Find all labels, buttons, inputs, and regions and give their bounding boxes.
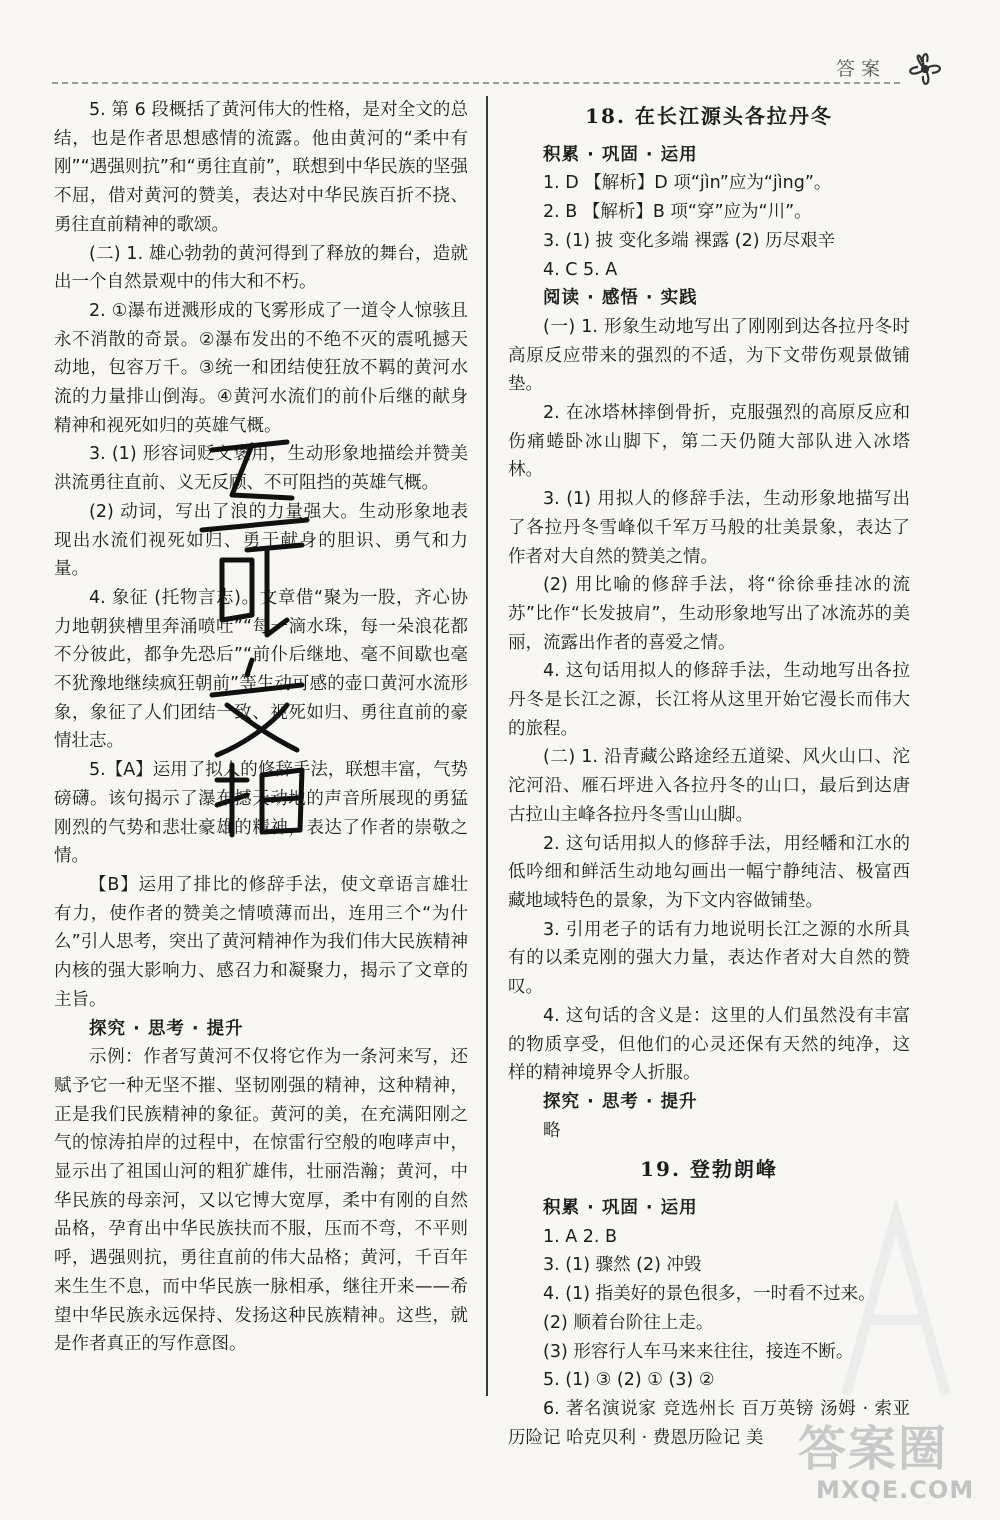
watermark-logo: 答案圈 <box>798 1421 949 1477</box>
answer-paragraph: 【B】运用了排比的修辞手法，使文章语言雄壮有力，使作者的赞美之情喷薄而出，连用三个“为什么”引人思考，突出了黄河精神作为我们伟大民族精神内核的强大影响力、感召力和凝聚力，揭示了文章的主旨。 <box>54 874 468 1010</box>
answer-paragraph: 2. 这句话用拟人的修辞手法，用经幡和江水的低吟细和鲜活生动地勾画出一幅宁静纯洁、极富西藏地域特色的景象，为下文内容做铺垫。 <box>508 833 910 911</box>
answer-paragraph: 略 <box>543 1120 561 1141</box>
answer-paragraph: 4. 这句话的含义是：这里的人们虽然没有丰富的物质享受，但他们的心灵还保有天然的纯净，这样的精神境界令人折服。 <box>508 1005 910 1084</box>
answer-paragraph: (2) 用比喻的修辞手法，将“徐徐垂挂冰的流苏”比作“长发披肩”，生动形象地写出了冰流苏的美丽，流露出作者的喜爱之情。 <box>508 575 910 653</box>
answer-paragraph: 示例：作者写黄河不仅将它作为一条河来写，还赋予它一种无坚不摧、坚韧刚强的精神，这种精神，正是我们民族精神的象征。黄河的美，在充满阳刚之气的惊涛拍岸的过程中，在惊雷行空般的咆哮声中，显示出了祖国山河的粗犷雄伟，壮丽浩瀚；黄河，中华民族的母亲河，又以它博大宽厚，柔中有刚的自然品格，孕育出中华民族扶而不服，压而不弯，不平则呼，遇强则抗，勇往直前的伟大品格；黄河，千百年来生生不息，而中华民族一脉相承，继往开来——希望中华民族永远保持、发扬这种民族精神。这些，就是作者真正的写作意图。 <box>54 1047 468 1355</box>
section-heading: 探究 · 思考 · 提升 <box>543 1091 698 1112</box>
section-heading: 积累 · 巩固 · 运用 <box>543 144 698 165</box>
answer-paragraph: 4. 这句话用拟人的修辞手法，生动地写出各拉丹冬是长江之源，长江将从这里开始它漫长而伟大的旅程。 <box>508 661 910 739</box>
answer-paragraph: 3. (1) 用拟人的修辞手法，生动形象地描写出了各拉丹冬雪峰似千军万马般的壮美景象，表达了作者对大自然的赞美之情。 <box>508 489 910 567</box>
answer-paragraph: 5.【A】运用了拟人的修辞手法，联想丰富，气势磅礴。该句揭示了瀑布撼天动地的声音所展现的勇猛刚烈的气势和悲壮豪雄的精神，表达了作者的崇敬之情。 <box>54 760 468 867</box>
corner-letter-a <box>836 1200 956 1400</box>
answer-paragraph: 3. (1) 骤然 (2) 冲毁 <box>543 1255 702 1276</box>
watermark-url: MXQE.COM <box>816 1476 975 1504</box>
answer-paragraph: 4. 象征 (托物言志)。文章借“聚为一股，齐心协力地朝狭槽里奔涌喷吐”“每一滴水珠，每一朵浪花都不分彼此，都争先恐后”“前仆后继地、毫不间歇也毫不犹豫地继续疯狂朝前”等生动可感的壶口黄河水流形象，象征了人们团结一致、视死如归、勇往直前的豪情壮志。 <box>54 587 468 752</box>
section-heading: 积累 · 巩固 · 运用 <box>543 1198 698 1219</box>
answer-paragraph: 4. C 5. A <box>543 259 618 280</box>
answer-paragraph: 5. 第 6 段概括了黄河伟大的性格，是对全文的总结，也是作者思想感情的流露。他由黄河的“柔中有刚”“遇强则抗”和“勇往直前”，联想到中华民族的坚强不屈，借对黄河的赞美，表达对中华民族百折不挠、勇往直前精神的歌颂。 <box>54 100 468 235</box>
answer-paragraph: (2) 顺着台阶往上走。 <box>543 1312 714 1333</box>
flower-icon <box>900 44 950 94</box>
answer-paragraph: 3. 引用老子的话有力地说明长江之源的水所具有的以柔克刚的强大力量，表达作者对大自然的赞叹。 <box>508 919 910 998</box>
answer-paragraph: 3. (1) 形容词贬义褒用，生动形象地描绘并赞美洪流勇往直前、义无反顾、不可阻挡的英雄气概。 <box>54 444 468 494</box>
watermark <box>798 1410 978 1514</box>
answer-paragraph: 1. D 【解析】D 项“jìn”应为“jìng”。 <box>543 173 832 194</box>
answer-paragraph: (二) 1. 沿青藏公路途经五道梁、风火山口、沱沱河沿、雁石坪进入各拉丹冬的山口，最后到达唐古拉山主峰各拉丹冬雪山山脚。 <box>508 747 910 825</box>
section-heading: 探究 · 思考 · 提升 <box>89 1018 244 1039</box>
column-divider <box>486 96 488 1396</box>
answer-paragraph: (3) 形容行人车马来来往往，接连不断。 <box>543 1341 854 1362</box>
section-title: 19. 登勃朗峰 <box>640 1157 778 1182</box>
answer-paragraph: 2. B 【解析】B 项“穿”应为“川”。 <box>543 202 812 223</box>
left-column <box>54 96 468 1359</box>
answer-paragraph: (一) 1. 形象生动地写出了刚刚到达各拉丹冬时高原反应带来的强烈的不适，为下文带伤观景做铺垫。 <box>508 316 910 395</box>
header-label: 答案 <box>836 58 887 80</box>
answer-paragraph: (二) 1. 雄心勃勃的黄河得到了释放的舞台，造就出一个自然景观中的伟大和不朽。 <box>54 243 468 293</box>
answer-paragraph: 1. A 2. B <box>543 1226 618 1247</box>
section-title: 18. 在长江源头各拉丹冬 <box>585 104 833 128</box>
answer-paragraph: 6. 著名演说家 竞选州长 百万英镑 汤姆 · 索亚历险记 哈克贝利 · 费恩历险记 美 <box>508 1398 910 1448</box>
answer-paragraph: 2. ①瀑布迸溅形成的飞雾形成了一道令人惊骇且永不消散的奇景。②瀑布发出的不绝不灭的震吼撼天动地，包容万千。③统一和团结使狂放不羁的黄河水流的力量排山倒海。④黄河水流们的前仆后继的献身精神和视死如归的英雄气概。 <box>54 300 468 436</box>
answer-paragraph: 3. (1) 披 变化多端 裸露 (2) 历尽艰辛 <box>543 230 836 251</box>
answer-paragraph: 2. 在冰塔林摔倒骨折，克服强烈的高原反应和伤痛蜷卧冰山脚下，第二天仍随大部队进入冰塔林。 <box>508 403 910 481</box>
section-heading: 阅读 · 感悟 · 实践 <box>543 288 698 309</box>
answer-paragraph: 4. (1) 指美好的景色很多，一时看不过来。 <box>543 1284 876 1305</box>
answer-paragraph: (2) 动词，写出了浪的力量强大。生动形象地表现出水流们视死如归、勇于献身的胆识、勇气和力量。 <box>54 501 468 580</box>
header-rule <box>52 82 900 84</box>
answer-paragraph: 5. (1) ③ (2) ① (3) ② <box>543 1370 715 1391</box>
